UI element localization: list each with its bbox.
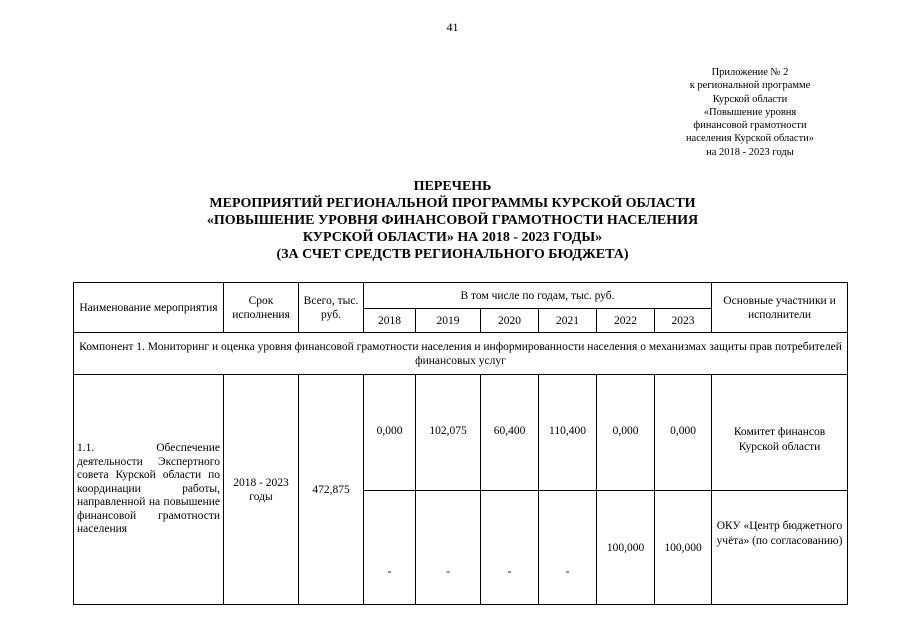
value-2023: 100,000	[655, 491, 712, 605]
annex-header	[640, 66, 860, 159]
header-year-2019: 2019	[416, 309, 481, 333]
value-2020: -	[481, 491, 539, 605]
title-line: «ПОВЫШЕНИЕ УРОВНЯ ФИНАНСОВОЙ ГРАМОТНОСТИ НАСЕЛЕНИЯ	[206, 213, 699, 228]
annex-line: населения Курской области»	[685, 133, 815, 145]
measure-name: 1.1. Обеспечение деятельности Экспертного совета Курской области по координации работы, направленной на повышение финансовой грамотности населения	[74, 375, 224, 605]
component-row: Компонент 1. Мониторинг и оценка уровня финансовой грамотности населения и информированности населения о механизмах защиты прав потребителей финансовых услуг	[74, 333, 848, 375]
value-2020: 60,400	[481, 375, 539, 491]
header-participants: Основные участники и исполнители	[712, 283, 848, 333]
title-line: МЕРОПРИЯТИЙ РЕГИОНАЛЬНОЙ ПРОГРАММЫ КУРСКОЙ ОБЛАСТИ	[209, 196, 696, 211]
title-line: ПЕРЕЧЕНЬ	[413, 179, 492, 194]
value-2021: 110,400	[539, 375, 597, 491]
annex-line: Приложение № 2	[711, 67, 789, 78]
header-by-year: В том числе по годам, тыс. руб.	[364, 283, 712, 309]
title-line: (ЗА СЧЕТ СРЕДСТВ РЕГИОНАЛЬНОГО БЮДЖЕТА)	[276, 247, 629, 262]
annex-line: Курской области	[712, 93, 788, 105]
header-year-2021: 2021	[539, 309, 597, 333]
title-line: КУРСКОЙ ОБЛАСТИ» НА 2018 - 2023 ГОДЫ»	[302, 230, 603, 245]
header-year-2020: 2020	[481, 309, 539, 333]
executor-finance-committee: Комитет финансов Курской области	[712, 375, 848, 491]
page-number: 41	[446, 20, 459, 34]
annex-line: финансовой грамотности	[693, 120, 807, 132]
header-term: Срок исполнения	[224, 283, 299, 333]
value-2023: 0,000	[655, 375, 712, 491]
executor-budget-center: ОКУ «Центр бюджетного учёта» (по согласованию)	[712, 491, 848, 605]
header-name: Наименование мероприятия	[74, 283, 224, 333]
value-2022: 0,000	[597, 375, 655, 491]
value-2019: 102,075	[416, 375, 481, 491]
header-total: Всего, тыс. руб.	[299, 283, 364, 333]
header-year-2018: 2018	[364, 309, 416, 333]
measures-table	[73, 282, 848, 605]
document-title	[0, 178, 905, 263]
annex-line: на 2018 - 2023 годы	[706, 146, 794, 158]
annex-line: к региональной программе	[689, 80, 811, 92]
value-2021: -	[539, 491, 597, 605]
measure-term: 2018 - 2023 годы	[224, 375, 299, 605]
value-2018: -	[364, 491, 416, 605]
annex-line: «Повышение уровня	[703, 106, 797, 118]
header-year-2022: 2022	[597, 309, 655, 333]
value-2019: -	[416, 491, 481, 605]
header-year-2023: 2023	[655, 309, 712, 333]
value-2018: 0,000	[364, 375, 416, 491]
measure-total: 472,875	[299, 375, 364, 605]
value-2022: 100,000	[597, 491, 655, 605]
